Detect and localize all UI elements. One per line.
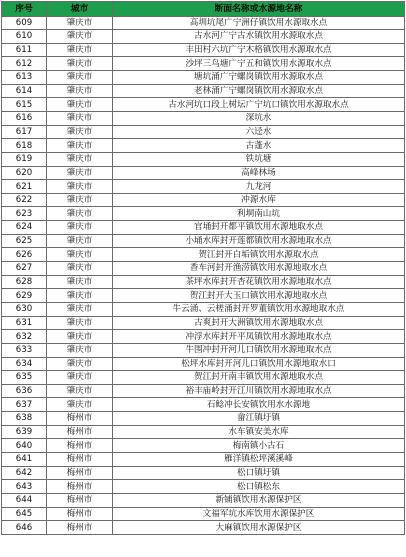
row-number: 616 [2,111,47,125]
row-number: 646 [2,521,47,535]
row-section-name: 官埇封开都平镇饮用水源地取水点 [113,221,405,235]
table-row [2,16,405,30]
row-city: 肇庆市 [47,152,113,166]
row-city: 梅州市 [47,425,113,439]
table-header-row [2,2,405,17]
row-city: 肇庆市 [47,330,113,344]
row-city: 梅州市 [47,466,113,480]
table-body [2,16,405,534]
row-section-name: 松口镇松东 [113,480,405,494]
table-row [2,275,405,289]
row-number: 630 [2,302,47,316]
row-number: 640 [2,439,47,453]
row-section-name: 贺江封开大玉口镇饮用水源地取水点 [113,289,405,303]
table-row [2,289,405,303]
row-number: 638 [2,412,47,426]
row-number: 639 [2,425,47,439]
table-row [2,207,405,221]
row-city: 肇庆市 [47,98,113,112]
table-row [2,480,405,494]
row-section-name: 老林涌广宁螺岗镇饮用水源取水点 [113,84,405,98]
row-city: 肇庆市 [47,207,113,221]
row-section-name: 丰田村六坑广宁木格镇饮用水源取水点 [113,43,405,57]
row-city: 梅州市 [47,480,113,494]
row-section-name: 茶坪水库封开杏花镇饮用水源地取水点 [113,275,405,289]
row-section-name: 深坑水 [113,111,405,125]
row-city: 梅州市 [47,521,113,535]
table-row [2,521,405,535]
table-row [2,507,405,521]
row-section-name: 六迳水 [113,125,405,139]
row-city: 肇庆市 [47,111,113,125]
row-city: 肇庆市 [47,84,113,98]
row-section-name: 冲源水库 [113,193,405,207]
row-number: 631 [2,316,47,330]
table-row [2,453,405,467]
row-city: 肇庆市 [47,221,113,235]
table-row [2,302,405,316]
row-city: 肇庆市 [47,248,113,262]
table-row [2,125,405,139]
row-section-name: 塘坑涌广宁螺岗镇饮用水源取水点 [113,71,405,85]
row-number: 614 [2,84,47,98]
row-section-name: 古爽封开大洲镇饮用水源地取水点 [113,316,405,330]
row-city: 肇庆市 [47,262,113,276]
row-city: 肇庆市 [47,371,113,385]
row-section-name: 松口镇圩镇 [113,466,405,480]
row-section-name: 冲浮水库封开平凤镇饮用水源地取水点 [113,330,405,344]
row-number: 634 [2,357,47,371]
row-number: 611 [2,43,47,57]
table-row [2,493,405,507]
water-source-table [1,1,405,535]
table-row [2,234,405,248]
table-row [2,57,405,71]
table-row [2,71,405,85]
row-number: 642 [2,466,47,480]
table-row [2,166,405,180]
row-number: 619 [2,152,47,166]
row-city: 梅州市 [47,439,113,453]
row-number: 626 [2,248,47,262]
row-city: 肇庆市 [47,43,113,57]
row-city: 梅州市 [47,493,113,507]
table-row [2,111,405,125]
column-header-no: 序号 [2,2,47,17]
table-row [2,371,405,385]
row-number: 622 [2,193,47,207]
table-row [2,30,405,44]
row-number: 621 [2,180,47,194]
row-section-name: 梅南镇小古石 [113,439,405,453]
column-header-city: 城市 [47,2,113,17]
table-row [2,84,405,98]
row-section-name: 利垌南山坑 [113,207,405,221]
row-number: 620 [2,166,47,180]
table-row [2,262,405,276]
row-section-name: 松坪水库封开河儿口镇饮用水源地取水口 [113,357,405,371]
table-row [2,139,405,153]
row-section-name: 九龙河 [113,180,405,194]
row-section-name: 牛云涌、云槎涌封开罗董镇饮用水源地取水点 [113,302,405,316]
row-city: 肇庆市 [47,302,113,316]
row-city: 肇庆市 [47,357,113,371]
table-row [2,180,405,194]
row-number: 624 [2,221,47,235]
row-section-name: 雁洋镇松坪溪溪峰 [113,453,405,467]
row-section-name: 新铺镇饮用水源保护区 [113,493,405,507]
table-row [2,152,405,166]
row-section-name: 古蓬水 [113,139,405,153]
row-city: 梅州市 [47,412,113,426]
row-section-name: 高峰林场 [113,166,405,180]
row-number: 636 [2,384,47,398]
row-number: 628 [2,275,47,289]
row-number: 615 [2,98,47,112]
row-city: 肇庆市 [47,193,113,207]
row-city: 肇庆市 [47,384,113,398]
row-number: 613 [2,71,47,85]
row-number: 618 [2,139,47,153]
row-section-name: 水车镇安美水库 [113,425,405,439]
table-row [2,384,405,398]
row-section-name: 高圳坑尾广宁洲仔镇饮用水源取水点 [113,16,405,30]
row-number: 637 [2,398,47,412]
table-row [2,193,405,207]
row-number: 623 [2,207,47,221]
table-row [2,357,405,371]
row-section-name: 古水河坑口段上树坛广宁坑口镇饮用水源取水点 [113,98,405,112]
table-row [2,412,405,426]
row-city: 肇庆市 [47,57,113,71]
row-number: 633 [2,343,47,357]
row-section-name: 贺江封开白垢镇饮用水源取水点 [113,248,405,262]
row-number: 641 [2,453,47,467]
table-row [2,43,405,57]
table-row [2,221,405,235]
row-city: 肇庆市 [47,275,113,289]
row-city: 肇庆市 [47,16,113,30]
row-section-name: 古水河广宁古水镇饮用水源取水点 [113,30,405,44]
row-section-name: 贺江封开南丰镇饮用水源地取水点 [113,371,405,385]
table-row [2,316,405,330]
row-number: 612 [2,57,47,71]
row-section-name: 香车河封开渔涝镇饮用水源地取水点 [113,262,405,276]
row-section-name: 牛围冲封开河儿口镇饮用水源地取水点 [113,343,405,357]
row-number: 609 [2,16,47,30]
row-section-name: 铁坑塘 [113,152,405,166]
row-city: 肇庆市 [47,139,113,153]
row-number: 610 [2,30,47,44]
row-number: 643 [2,480,47,494]
row-number: 645 [2,507,47,521]
row-section-name: 文福军坑水库饮用水源保护区 [113,507,405,521]
row-city: 肇庆市 [47,125,113,139]
table-row [2,248,405,262]
row-city: 肇庆市 [47,398,113,412]
row-city: 肇庆市 [47,71,113,85]
table-row [2,343,405,357]
row-number: 632 [2,330,47,344]
row-section-name: 石鲶冲长安镇饮用水水源地 [113,398,405,412]
row-section-name: 沙坪三鸟塘广宁五和镇饮用水源取水点 [113,57,405,71]
row-city: 肇庆市 [47,180,113,194]
row-section-name: 大麻镇饮用水源保护区 [113,521,405,535]
table-row [2,330,405,344]
row-city: 肇庆市 [47,289,113,303]
row-city: 肇庆市 [47,343,113,357]
table-row [2,425,405,439]
row-city: 肇庆市 [47,30,113,44]
row-number: 617 [2,125,47,139]
table-row [2,98,405,112]
row-city: 肇庆市 [47,166,113,180]
table-row [2,398,405,412]
row-number: 627 [2,262,47,276]
row-city: 肇庆市 [47,316,113,330]
row-number: 629 [2,289,47,303]
row-number: 625 [2,234,47,248]
row-section-name: 小埇水库封开莲都镇饮用水源地取水点 [113,234,405,248]
row-city: 梅州市 [47,453,113,467]
row-section-name: 裕丰庙岭封开江川镇饮用水源地取水点 [113,384,405,398]
row-number: 635 [2,371,47,385]
column-header-section-name: 断面名称或水源地名称 [113,2,405,17]
row-section-name: 畲江镇圩镇 [113,412,405,426]
table-row [2,466,405,480]
row-city: 肇庆市 [47,234,113,248]
row-city: 梅州市 [47,507,113,521]
row-number: 644 [2,493,47,507]
table-row [2,439,405,453]
